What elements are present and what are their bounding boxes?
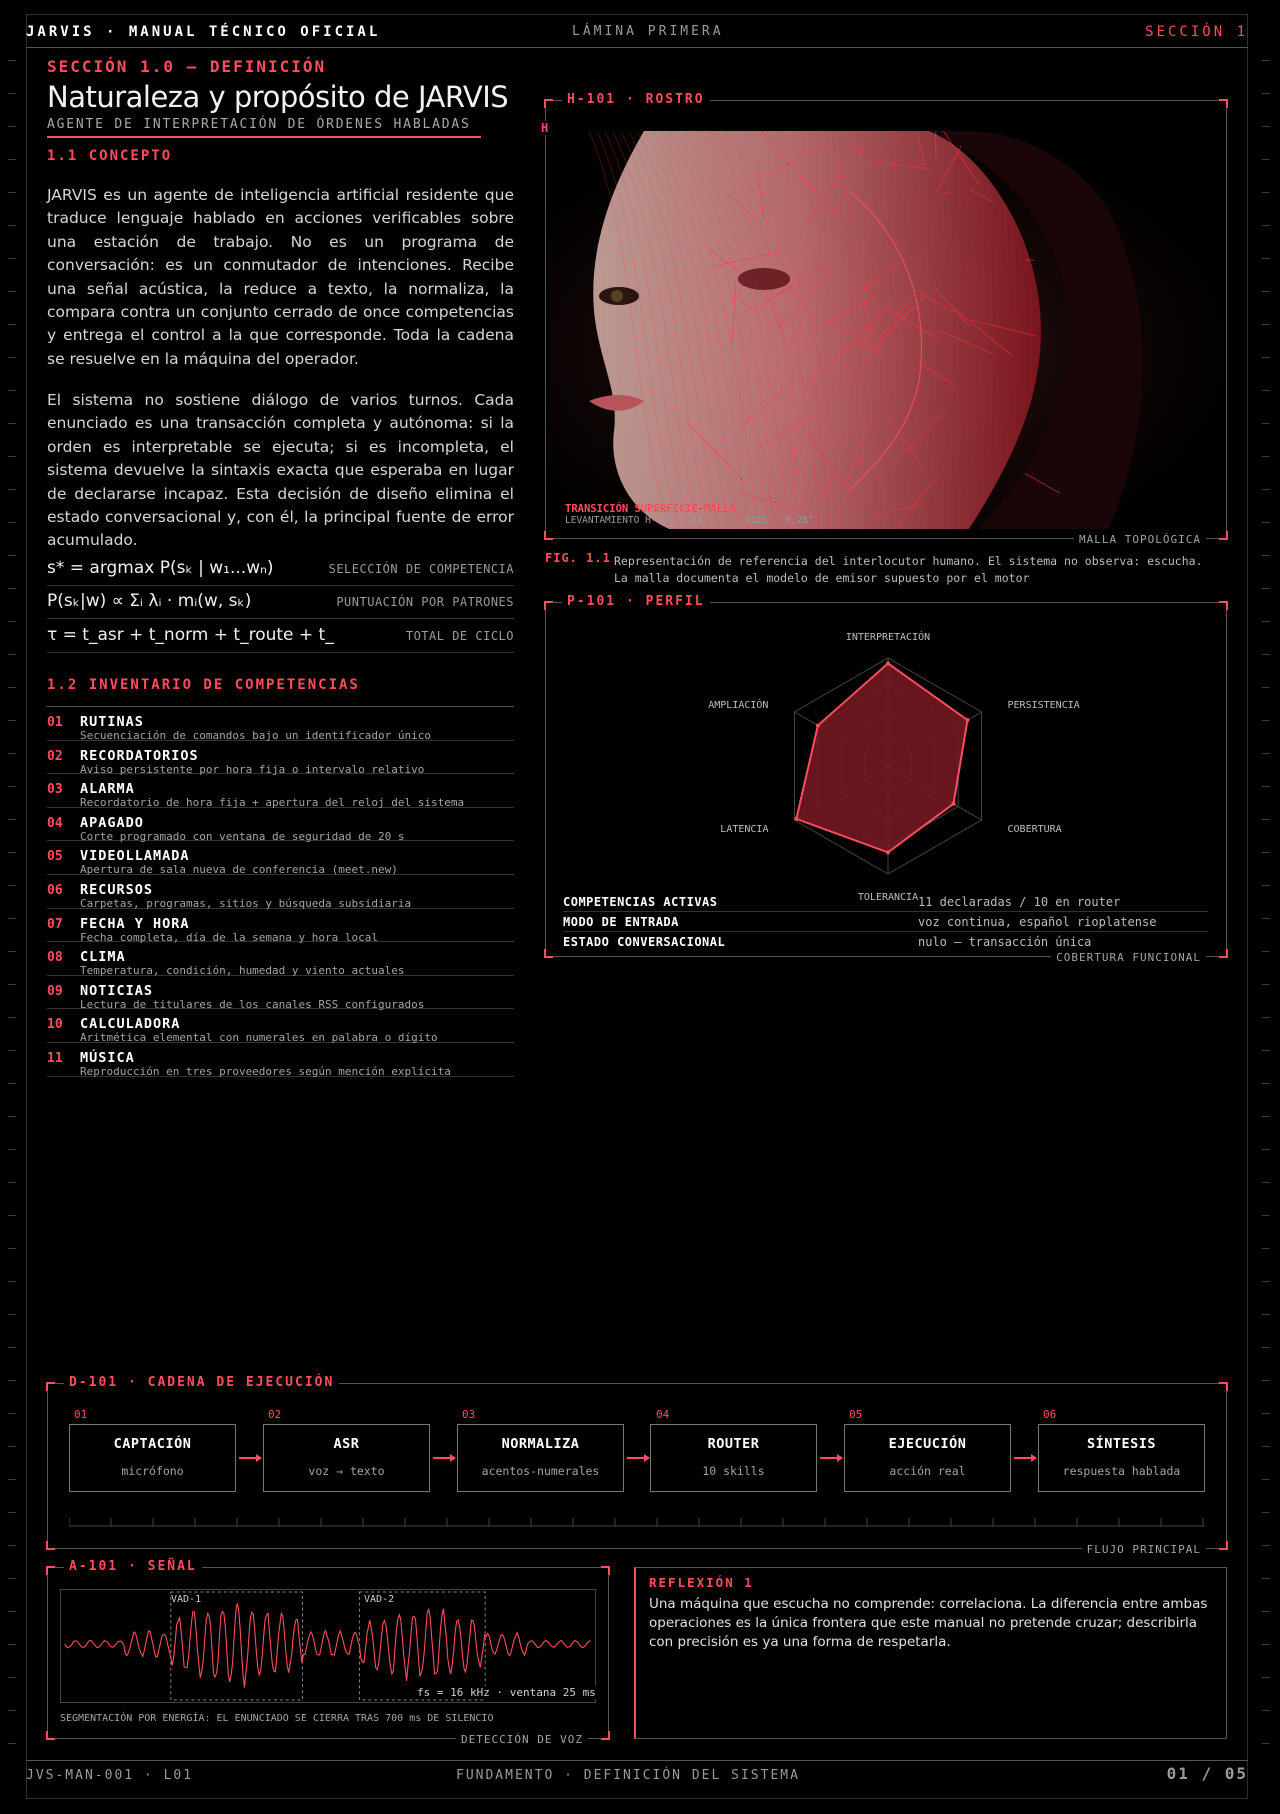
- margin-tick: [8, 1347, 16, 1348]
- face-overlay-sub: LEVANTAMIENTO H-101 · 24: [565, 515, 703, 526]
- step-name: ROUTER: [707, 1436, 760, 1452]
- skill-name: RECURSOS: [80, 881, 154, 898]
- radar-series-area: [796, 663, 967, 852]
- step-name: SÍNTESIS: [1086, 1436, 1157, 1452]
- info-value: voz continua, español rioplatense: [918, 915, 1157, 929]
- margin-tick: [1262, 489, 1270, 490]
- margin-tick: [1262, 324, 1270, 325]
- figure-caption: Representación de referencia del interlocutor humano. El sistema no observa: escucha. La malla documenta el modelo de emisor supuesto por el motor: [614, 554, 1203, 585]
- margin-tick: [1262, 555, 1270, 556]
- info-value: nulo — transacción única: [918, 935, 1092, 949]
- face-panel-title: H-101 · ROSTRO: [562, 92, 710, 107]
- footer-subject: FUNDAMENTO · DEFINICIÓN DEL SISTEMA: [456, 1768, 800, 1783]
- formula-expression: P(sₖ|w) ∝ Σᵢ λᵢ · mᵢ(w, sₖ): [47, 591, 252, 611]
- corner-mark: [46, 1566, 55, 1575]
- flow-step: [1038, 1424, 1205, 1492]
- margin-tick: [8, 1413, 16, 1414]
- skill-number: 03: [47, 782, 63, 798]
- margin-tick: [1262, 258, 1270, 259]
- face-overlay-title: TRANSICIÓN SUPERFICIE-MALLA: [565, 503, 736, 515]
- flow-step: [457, 1424, 624, 1492]
- margin-tick: [1262, 1281, 1270, 1282]
- margin-tick: [1262, 588, 1270, 589]
- margin-tick: [8, 1314, 16, 1315]
- step-sub: acentos-numerales: [481, 1464, 600, 1478]
- margin-tick: [8, 1578, 16, 1579]
- margin-tick: [1262, 1677, 1270, 1678]
- corner-mark: [1219, 949, 1228, 958]
- corner-mark: [544, 99, 553, 108]
- formula-label: TOTAL DE CICLO: [405, 629, 514, 643]
- radar-axis-label: AMPLIACIÓN: [708, 700, 769, 711]
- margin-tick: [1262, 1248, 1270, 1249]
- margin-tick: [8, 819, 16, 820]
- radar-axis-label: TOLERANCIA: [857, 892, 919, 903]
- header-bar: [26, 22, 1248, 48]
- vad-window: [359, 1592, 485, 1700]
- skill-name: RECORDATORIOS: [80, 747, 199, 764]
- header-sheet: LÁMINA PRIMERA: [572, 24, 724, 39]
- margin-tick: [8, 1479, 16, 1480]
- margin-tick: [8, 654, 16, 655]
- list-item: [47, 741, 514, 775]
- skill-number: 09: [47, 983, 63, 999]
- margin-tick: [1262, 456, 1270, 457]
- margin-tick: [1262, 60, 1270, 61]
- flow-arrow: [433, 1457, 455, 1459]
- list-item: [47, 909, 514, 943]
- skills-list: [47, 706, 514, 1077]
- margin-tick: [1262, 1347, 1270, 1348]
- margin-tick: [1262, 1512, 1270, 1513]
- flow-arrow: [820, 1457, 842, 1459]
- margin-tick: [8, 621, 16, 622]
- skill-number: 11: [47, 1050, 63, 1066]
- skill-name: MÚSICA: [80, 1049, 135, 1066]
- face-mesh-image: [549, 131, 1224, 529]
- margin-tick: [8, 1083, 16, 1084]
- margin-tick: [1262, 1446, 1270, 1447]
- skill-name: CALCULADORA: [80, 1016, 181, 1033]
- header-title: JARVIS · MANUAL TÉCNICO OFICIAL: [26, 24, 381, 40]
- margin-tick: [8, 126, 16, 127]
- skill-number: 08: [47, 950, 63, 966]
- step-number: 02: [268, 1408, 282, 1421]
- margin-tick: [1262, 753, 1270, 754]
- margin-tick: [1262, 1182, 1270, 1183]
- step-number: 05: [849, 1408, 863, 1421]
- formula-expression: τ = t_asr + t_norm + t_route + t_: [47, 625, 334, 645]
- step-number: 01: [74, 1408, 88, 1421]
- page-number: 01 / 05: [1166, 1764, 1248, 1783]
- margin-tick: [1262, 1611, 1270, 1612]
- margin-tick: [1262, 1743, 1270, 1744]
- sample-rate-label: fs = 16 kHz · ventana 25 ms: [417, 1686, 596, 1699]
- formula-row: [47, 589, 514, 619]
- margin-tick: [8, 225, 16, 226]
- margin-tick: [1262, 852, 1270, 853]
- list-item: [47, 1009, 514, 1043]
- reflection-text: Una máquina que escucha no comprende: correlaciona. La diferencia entre ambas operaciones es la única frontera que este manual no pretende cruzar; describirla con precisión es ya una forma de respetarla.: [649, 1596, 1208, 1650]
- margin-tick: [1262, 951, 1270, 952]
- margin-tick: [1262, 423, 1270, 424]
- margin-tick: [1262, 621, 1270, 622]
- margin-tick: [8, 1446, 16, 1447]
- flow-arrow: [1014, 1457, 1036, 1459]
- radar-chart: [650, 618, 1120, 908]
- skill-number: 01: [47, 715, 63, 730]
- margin-tick: [8, 786, 16, 787]
- margin-tick: [1262, 1479, 1270, 1480]
- margin-tick: [8, 1182, 16, 1183]
- margin-tick: [1262, 1380, 1270, 1381]
- margin-tick: [8, 687, 16, 688]
- margin-tick: [8, 258, 16, 259]
- margin-tick: [8, 1116, 16, 1117]
- margin-tick: [8, 753, 16, 754]
- corner-mark: [1219, 601, 1228, 610]
- skill-number: 02: [47, 748, 63, 764]
- skill-description: Carpetas, programas, sitios y búsqueda subsidiaria: [80, 896, 412, 910]
- step-number: 04: [656, 1408, 670, 1421]
- formula-expression: s* = argmax P(sₖ | w₁...wₙ): [47, 558, 274, 578]
- margin-tick: [1262, 654, 1270, 655]
- skill-description: Secuenciación de comandos bajo un identificador único: [80, 729, 431, 742]
- corner-mark: [1219, 99, 1228, 108]
- info-row: [563, 932, 1208, 952]
- margin-tick: [8, 93, 16, 94]
- step-name: EJECUCIÓN: [888, 1436, 967, 1452]
- margin-tick: [8, 60, 16, 61]
- skill-description: Fecha completa, día de la semana y hora local: [80, 930, 379, 944]
- skill-name: NOTICIAS: [80, 982, 154, 999]
- margin-ticks-right: [1262, 60, 1270, 1760]
- margin-tick: [8, 918, 16, 919]
- step-name: NORMALIZA: [501, 1436, 580, 1452]
- corner-mark: [544, 949, 553, 958]
- margin-tick: [1262, 720, 1270, 721]
- skill-number: 05: [47, 849, 63, 865]
- skill-description: Reproducción en tres proveedores según mención explícita: [80, 1064, 451, 1078]
- margin-tick: [8, 984, 16, 985]
- skill-name: FECHA Y HORA: [80, 915, 190, 932]
- step-name: CAPTACIÓN: [113, 1436, 192, 1452]
- margin-tick: [1262, 1215, 1270, 1216]
- formula-row: [47, 623, 514, 653]
- margin-tick: [8, 1248, 16, 1249]
- margin-tick: [8, 1743, 16, 1744]
- margin-tick: [8, 1611, 16, 1612]
- reflection-panel: [634, 1567, 1227, 1739]
- radar-axis-label: COBERTURA: [1007, 824, 1062, 835]
- margin-tick: [1262, 1050, 1270, 1051]
- margin-tick: [1262, 786, 1270, 787]
- margin-tick: [1262, 1017, 1270, 1018]
- corner-mark: [1219, 1382, 1228, 1391]
- profile-panel-title: P-101 · PERFIL: [562, 594, 710, 609]
- face-side-mark: H: [541, 121, 549, 135]
- step-sub: 10 skills: [702, 1464, 765, 1478]
- skill-description: Aviso persistente por hora fija o intervalo relativo: [80, 762, 425, 776]
- info-key: COMPETENCIAS ACTIVAS: [563, 895, 718, 909]
- radar-point: [816, 724, 820, 728]
- margin-tick: [1262, 159, 1270, 160]
- skill-description: Aritmética elemental con numerales en palabra o dígito: [80, 1031, 438, 1045]
- info-value: 11 declaradas / 10 en router: [918, 895, 1121, 909]
- corner-mark: [1219, 1541, 1228, 1550]
- corner-mark: [46, 1541, 55, 1550]
- margin-tick: [8, 192, 16, 193]
- page-subtitle: AGENTE DE INTERPRETACIÓN DE ÓRDENES HABLADAS: [47, 117, 481, 138]
- flow-step: [69, 1424, 236, 1492]
- margin-tick: [1262, 1314, 1270, 1315]
- formula-label: PUNTUACIÓN POR PATRONES: [336, 595, 514, 609]
- info-row: [563, 912, 1208, 932]
- corner-mark: [544, 601, 553, 610]
- margin-tick: [8, 1677, 16, 1678]
- face-overlay-sub-2: ICES · 0,25°: [745, 515, 814, 526]
- skill-name: VIDEOLLAMADA: [80, 848, 190, 865]
- margin-tick: [8, 423, 16, 424]
- concept-heading: 1.1 CONCEPTO: [47, 148, 173, 164]
- concept-paragraph-2: El sistema no sostiene diálogo de varios turnos. Cada enunciado es una transacción completa y autónoma: si la orden es interpretable se ejecuta; si es incompleta, el sistema devuelve la sintaxis exacta que esperaba en lugar de declararse incapaz. Esta decisión de diseño elimina el estado conversacional y, con él, la principal fuente de error acumulado.: [47, 391, 514, 550]
- info-row: [563, 892, 1208, 912]
- step-number: 06: [1043, 1408, 1057, 1421]
- margin-tick: [1262, 192, 1270, 193]
- margin-tick: [8, 1215, 16, 1216]
- margin-tick: [8, 951, 16, 952]
- skill-number: 10: [47, 1017, 63, 1033]
- vad-label: VAD-1: [171, 1594, 202, 1605]
- chain-panel-footer: FLUJO PRINCIPAL: [1082, 1543, 1206, 1556]
- step-number: 03: [462, 1408, 476, 1421]
- formula-label: SELECCIÓN DE COMPETENCIA: [328, 562, 514, 576]
- margin-tick: [1262, 225, 1270, 226]
- margin-tick: [8, 1380, 16, 1381]
- radar-axis-label: LATENCIA: [720, 824, 769, 835]
- margin-tick: [1262, 291, 1270, 292]
- margin-tick: [1262, 390, 1270, 391]
- margin-tick: [8, 588, 16, 589]
- corner-mark: [544, 531, 553, 540]
- margin-tick: [1262, 984, 1270, 985]
- skill-name: APAGADO: [80, 814, 144, 831]
- margin-tick: [8, 291, 16, 292]
- section-label: SECCIÓN 1.0 — DEFINICIÓN: [47, 57, 327, 76]
- margin-tick: [8, 324, 16, 325]
- list-item: [47, 875, 514, 909]
- margin-tick: [1262, 1413, 1270, 1414]
- corner-mark: [601, 1566, 610, 1575]
- radar-point: [794, 817, 798, 821]
- vad-label: VAD-2: [364, 1594, 395, 1605]
- flow-step: [844, 1424, 1011, 1492]
- margin-tick: [1262, 1578, 1270, 1579]
- step-sub: respuesta hablada: [1062, 1464, 1181, 1478]
- margin-tick: [8, 159, 16, 160]
- flow-step: [650, 1424, 817, 1492]
- info-key: ESTADO CONVERSACIONAL: [563, 935, 726, 949]
- profile-panel-footer: COBERTURA FUNCIONAL: [1051, 951, 1206, 964]
- margin-tick: [1262, 1149, 1270, 1150]
- margin-tick: [8, 555, 16, 556]
- list-item: [47, 1043, 514, 1077]
- step-sub: acción real: [889, 1464, 966, 1478]
- signal-note: SEGMENTACIÓN POR ENERGÍA: EL ENUNCIADO SE CIERRA TRAS 700 ms DE SILENCIO: [60, 1713, 494, 1724]
- margin-tick: [8, 1710, 16, 1711]
- inventory-heading: 1.2 INVENTARIO DE COMPETENCIAS: [47, 677, 360, 693]
- radar-point: [966, 718, 970, 722]
- radar-point: [886, 661, 890, 665]
- skill-name: RUTINAS: [80, 714, 144, 730]
- margin-tick: [8, 1281, 16, 1282]
- margin-tick: [8, 456, 16, 457]
- signal-panel-footer: DETECCIÓN DE VOZ: [456, 1733, 588, 1746]
- margin-tick: [8, 1149, 16, 1150]
- list-item: [47, 841, 514, 875]
- skill-name: CLIMA: [80, 949, 126, 966]
- skill-number: 04: [47, 815, 63, 831]
- margin-tick: [8, 1017, 16, 1018]
- margin-tick: [8, 852, 16, 853]
- info-key: MODO DE ENTRADA: [563, 915, 679, 929]
- corner-mark: [601, 1731, 610, 1740]
- list-item: [47, 808, 514, 842]
- signal-panel-title: A-101 · SEÑAL: [64, 1559, 202, 1574]
- header-section: SECCIÓN 1: [1145, 24, 1248, 40]
- skill-description: Recordatorio de hora fija + apertura del reloj del sistema: [80, 796, 465, 810]
- step-sub: voz → texto: [308, 1464, 385, 1478]
- margin-tick: [1262, 357, 1270, 358]
- list-item: [47, 976, 514, 1010]
- corner-mark: [1219, 531, 1228, 540]
- radar-axis-label: INTERPRETACIÓN: [845, 632, 931, 643]
- step-sub: micrófono: [121, 1464, 184, 1478]
- skill-number: 07: [47, 916, 63, 932]
- margin-tick: [1262, 1545, 1270, 1546]
- corner-mark: [46, 1731, 55, 1740]
- margin-tick: [8, 489, 16, 490]
- formula-row: [47, 556, 514, 586]
- margin-tick: [1262, 93, 1270, 94]
- margin-tick: [1262, 1644, 1270, 1645]
- flow-arrow: [239, 1457, 261, 1459]
- margin-tick: [8, 1512, 16, 1513]
- margin-tick: [1262, 918, 1270, 919]
- list-item: [47, 774, 514, 808]
- margin-tick: [8, 390, 16, 391]
- margin-tick: [8, 885, 16, 886]
- margin-tick: [8, 1545, 16, 1546]
- reflection-title: REFLEXIÓN 1: [649, 1575, 754, 1590]
- margin-tick: [8, 522, 16, 523]
- chain-panel-title: D-101 · CADENA DE EJECUCIÓN: [64, 1375, 339, 1390]
- margin-tick: [8, 357, 16, 358]
- waveform-line: [65, 1603, 591, 1687]
- radar-point: [951, 802, 955, 806]
- margin-tick: [1262, 522, 1270, 523]
- margin-tick: [8, 720, 16, 721]
- margin-tick: [1262, 1116, 1270, 1117]
- skill-description: Corte programado con ventana de seguridad de 20 s: [80, 829, 405, 843]
- skill-number: 06: [47, 882, 63, 898]
- corner-mark: [46, 1382, 55, 1391]
- list-item: [47, 942, 514, 976]
- margin-tick: [1262, 819, 1270, 820]
- margin-tick: [1262, 687, 1270, 688]
- flow-timeline: [69, 1514, 1205, 1530]
- margin-tick: [1262, 126, 1270, 127]
- margin-tick: [1262, 885, 1270, 886]
- margin-tick: [1262, 1710, 1270, 1711]
- flow-arrow: [627, 1457, 649, 1459]
- footer-doc-id: JVS-MAN-001 · L01: [26, 1768, 194, 1783]
- face-panel-footer: MALLA TOPOLÓGICA: [1074, 533, 1206, 546]
- footer-bar: [26, 1760, 1248, 1790]
- concept-paragraph-1: JARVIS es un agente de inteligencia artificial residente que traduce lenguaje hablado en acciones verificables sobre una estación de trabajo. No es un programa de conversación: es un conmutador de intenciones. Recibe una señal acústica, la reduce a texto, la normaliza, la compara contra un conjunto cerrado de once competencias y entrega el control a la que corresponde. Toda la cadena se resuelve en la máquina del operador.: [47, 186, 514, 368]
- margin-tick: [8, 1644, 16, 1645]
- face-mesh-illustration: [549, 131, 1224, 529]
- radar-axis-label: PERSISTENCIA: [1007, 700, 1080, 711]
- margin-tick: [1262, 1083, 1270, 1084]
- skill-name: ALARMA: [80, 781, 135, 798]
- step-name: ASR: [333, 1436, 360, 1452]
- page-title: Naturaleza y propósito de JARVIS: [47, 80, 509, 114]
- flow-step: [263, 1424, 430, 1492]
- figure-label: FIG. 1.1: [545, 551, 611, 565]
- skill-description: Temperatura, condición, humedad y viento actuales: [80, 964, 405, 978]
- skill-description: Lectura de titulares de los canales RSS configurados: [80, 997, 425, 1011]
- margin-ticks-left: [8, 60, 16, 1760]
- skill-description: Apertura de sala nueva de conferencia (meet.new): [80, 863, 398, 877]
- margin-tick: [8, 1050, 16, 1051]
- radar-point: [886, 850, 890, 854]
- list-item: [47, 707, 514, 741]
